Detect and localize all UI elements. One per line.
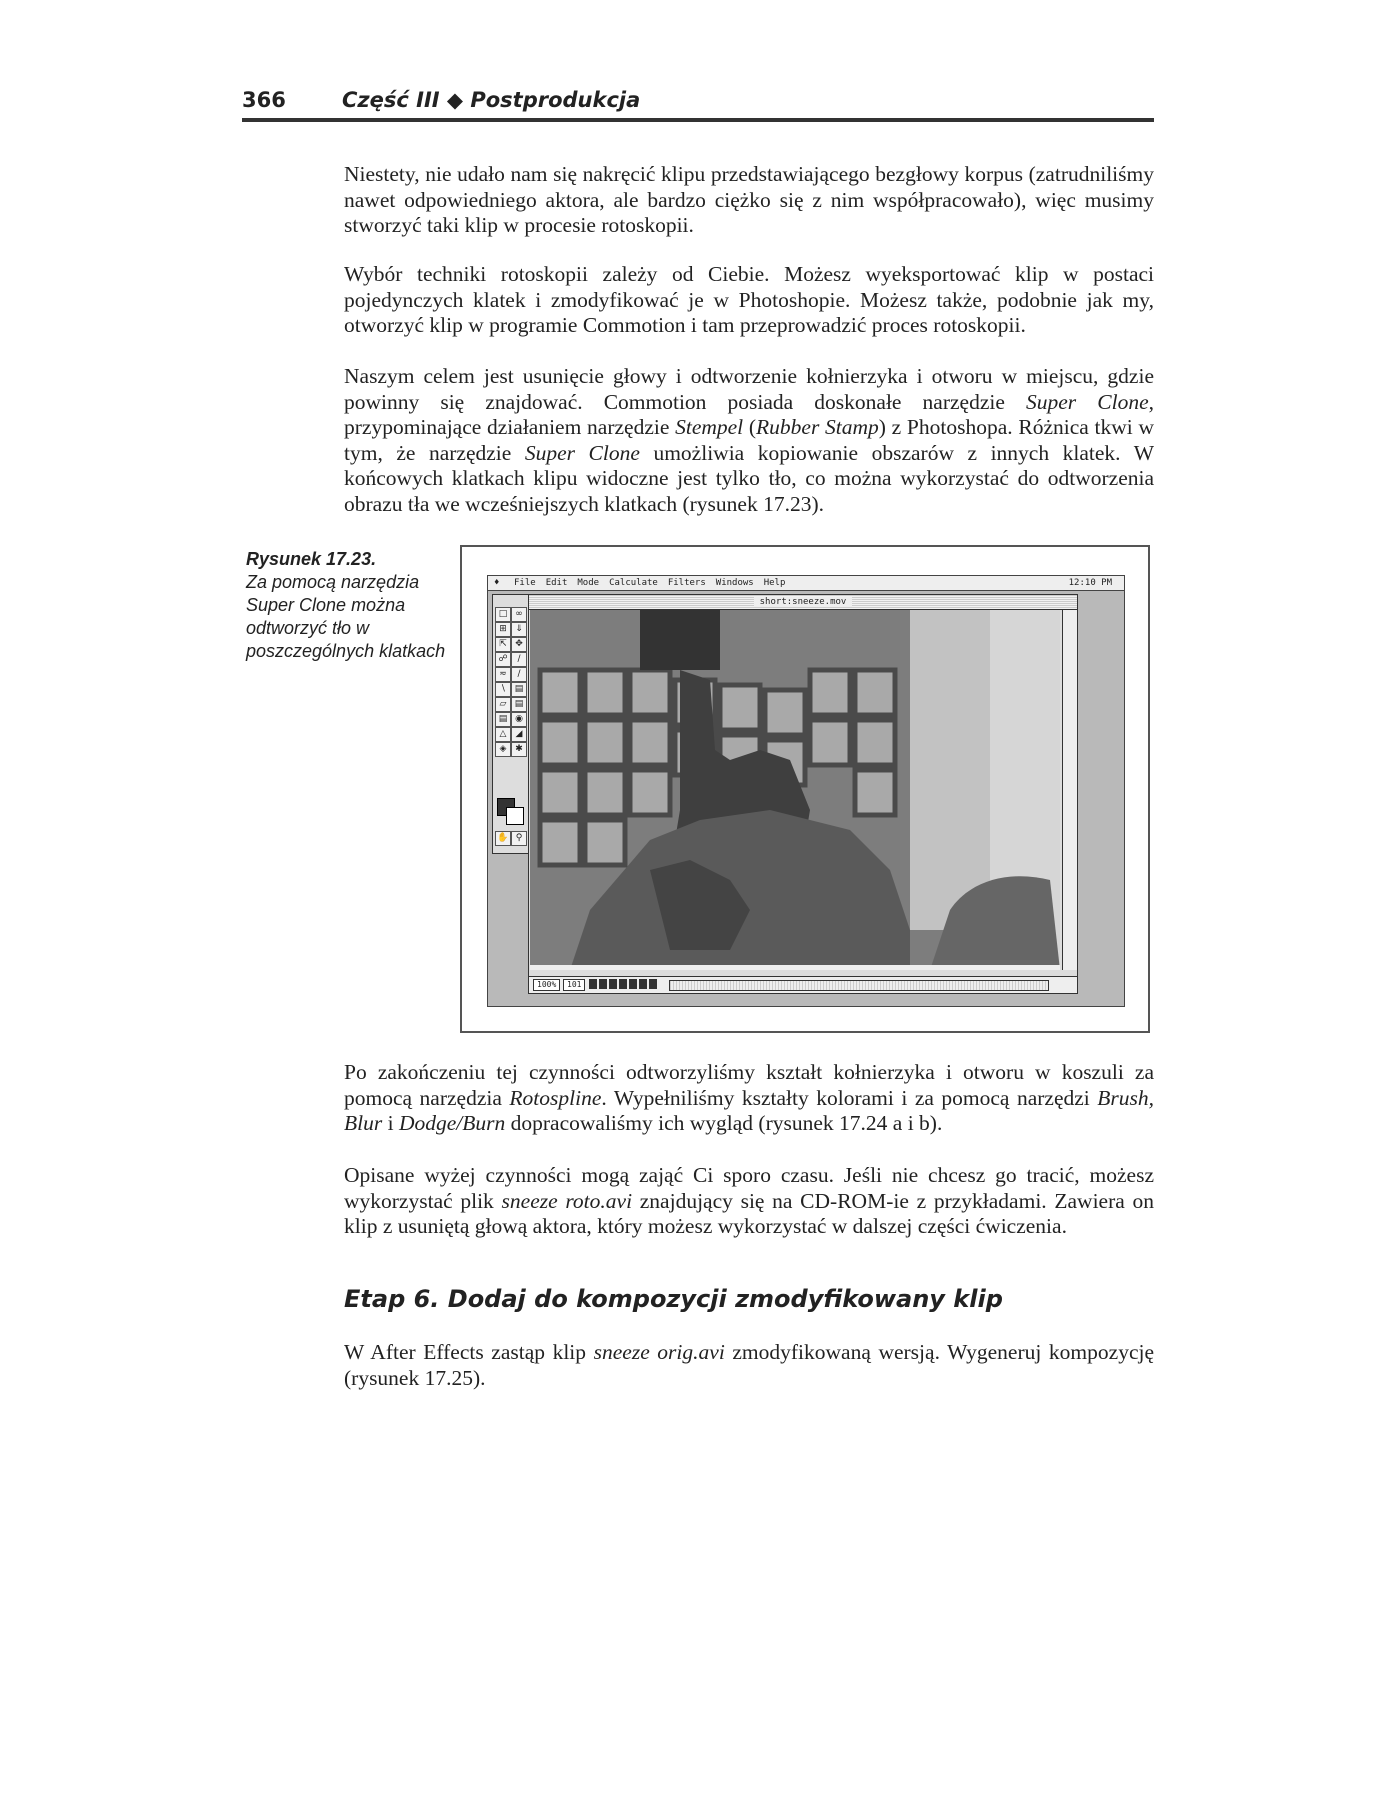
- italic-term: sneeze roto.avi: [501, 1188, 633, 1213]
- italic-term: Dodge/Burn: [398, 1111, 506, 1135]
- text-run: Naszym celem jest usunięcie głowy i odtworzenie kołnierzyka i otworu w miejscu, gdzie powinny się znajdować. Commotion posiada doskonałe narzędzie: [344, 364, 1154, 414]
- movie-window: [528, 594, 1078, 994]
- caption-label: Rysunek 17.23.: [246, 549, 377, 569]
- menu-windows[interactable]: Windows: [715, 578, 754, 588]
- text-run: znajdujący się na CD-ROM-ie z przykładami. Zawiera on klip z usuniętą głową aktora, który możesz wykorzystać w dalszej części ćwiczenia.: [344, 1188, 1155, 1238]
- text-run: dopracowaliśmy ich wygląd (rysunek 17.24 a i b).: [505, 1111, 943, 1135]
- crop-icon[interactable]: ⊞: [495, 622, 511, 637]
- pan-icon[interactable]: ✥: [511, 637, 527, 652]
- italic-term: Rotospline: [509, 1085, 602, 1110]
- airbrush-icon[interactable]: ∕: [511, 667, 527, 682]
- sharpen-icon[interactable]: ◢: [511, 727, 527, 742]
- running-title: Część III ◆ Postprodukcja: [342, 88, 641, 112]
- menu-list: [514, 576, 785, 590]
- paragraph-4: [344, 1060, 1154, 1137]
- text-run: . Wypełniliśmy kształty kolorami i za pomocą narzędzi: [601, 1085, 1098, 1110]
- eraser-icon[interactable]: ▱: [495, 697, 511, 712]
- paragraph-5: [344, 1163, 1154, 1240]
- italic-term: Brush, Blur: [344, 1085, 1155, 1135]
- figure-17-23: [460, 545, 1150, 1033]
- magic-wand-icon[interactable]: ✱: [511, 742, 527, 757]
- running-header: [242, 86, 1154, 122]
- blur-icon[interactable]: ▤: [511, 697, 527, 712]
- eyedropper-icon[interactable]: ⇓: [511, 622, 527, 637]
- paragraph-6: [344, 1340, 1154, 1391]
- marquee-icon[interactable]: □: [495, 607, 511, 622]
- italic-term: sneeze orig.avi: [593, 1340, 725, 1364]
- text-run: W After Effects zastąp klip: [344, 1340, 594, 1364]
- menu-mode[interactable]: Mode: [577, 578, 600, 588]
- text-run: Po zakończeniu tej czynności odtworzyliśmy kształt kołnierzyka i otworu w koszuli za pomocą narzędzia: [344, 1060, 1154, 1110]
- text-run: umożliwia kopiowanie obszarów z innych klatek. W końcowych klatkach klipu widoczne jest tylko tło, co można wykorzystać do odtworzenia obrazu tła we wcześniejszych klatkach (rysunek 17.23).: [344, 440, 1154, 516]
- italic-term: Super Clone: [524, 440, 640, 465]
- paragraph-2: Wybór techniki rotoskopii zależy od Ciebie. Możesz wyeksportować klip w postaci pojedynczych klatek i zmodyfikować je w Photoshopie. Możesz także, podobnie jak my, otworzyć klip w programie Commotion i tam przeprowadzić proces rotoskopii.: [344, 262, 1154, 337]
- paragraph-1: Niestety, nie udało nam się nakręcić klipu przedstawiającego bezgłowy korpus (zatrudniliśmy nawet odpowiedniego aktora, ale bardzo ciężko się z nim współpracowało), więc musimy stworzyć taki klip w procesie rotoskopii.: [344, 162, 1154, 237]
- zoom-icon[interactable]: ⚲: [511, 831, 527, 846]
- text-run: zmodyfikowaną wersją. Wygeneruj kompozycję (rysunek 17.25).: [344, 1340, 1155, 1390]
- caption-text: Za pomocą narzędzia Super Clone można odtworzyć tło w poszczególnych klatkach: [246, 572, 446, 661]
- supercone-icon[interactable]: ☍: [495, 652, 511, 667]
- figure-caption: [246, 548, 446, 663]
- window-title-bar[interactable]: [529, 595, 1077, 610]
- menu-calculate[interactable]: Calculate: [609, 578, 658, 588]
- brush-icon[interactable]: ≂: [495, 667, 511, 682]
- smudge-icon[interactable]: △: [495, 727, 511, 742]
- color-swatches[interactable]: [497, 798, 523, 824]
- playback-controls[interactable]: [589, 979, 659, 989]
- text-run: (: [743, 415, 757, 439]
- horizontal-scrollbar[interactable]: [669, 980, 1049, 991]
- line-icon[interactable]: ∖: [495, 682, 511, 697]
- italic-term: Super Clone: [1026, 389, 1149, 414]
- menu-help[interactable]: Help: [763, 578, 786, 588]
- move-icon[interactable]: ⇱: [495, 637, 511, 652]
- commotion-screenshot: [487, 575, 1125, 1007]
- text-run: , przypominające działaniem narzędzie: [344, 389, 1154, 439]
- vertical-scrollbar[interactable]: [1062, 610, 1077, 970]
- video-frame[interactable]: [530, 610, 1060, 970]
- dodge-icon[interactable]: ◉: [511, 712, 527, 727]
- frame-number[interactable]: 101: [563, 979, 585, 991]
- status-bar: [529, 976, 1077, 993]
- hand-icon[interactable]: ✋: [495, 831, 511, 846]
- page-number: 366: [242, 88, 286, 112]
- clock: 12:10 PM: [1068, 578, 1112, 588]
- text-run: ) z Photoshopa. Różnica tkwi w tym, że narzędzie: [344, 415, 1154, 465]
- window-title: short:sneeze.mov: [754, 597, 853, 607]
- pen-icon[interactable]: ∕: [511, 652, 527, 667]
- video-frame-image: [530, 610, 1060, 970]
- italic-term: Rubber Stamp: [756, 415, 879, 439]
- stamp-icon[interactable]: ▤: [495, 712, 511, 727]
- section-heading: Etap 6. Dodaj do kompozycji zmodyfikowany klip: [344, 1285, 1003, 1313]
- tools-bottom-row: [495, 831, 527, 846]
- background-color[interactable]: [506, 807, 524, 825]
- gradient-icon[interactable]: ▤: [511, 682, 527, 697]
- lasso-icon[interactable]: ∞: [511, 607, 527, 622]
- paragraph-3: [344, 364, 1154, 517]
- italic-term: Stempel: [675, 415, 744, 439]
- tools-palette: [492, 594, 530, 854]
- menu-filters[interactable]: Filters: [667, 578, 706, 588]
- text-run: Opisane wyżej czynności mogą zająć Ci sporo czasu. Jeśli nie chcesz go tracić, możesz wykorzystać plik: [344, 1163, 1154, 1213]
- menu-bar: [488, 576, 1124, 591]
- tools-grid: [495, 607, 527, 757]
- text-run: i: [382, 1111, 399, 1135]
- apple-icon: ♦: [494, 578, 500, 588]
- menu-edit[interactable]: Edit: [545, 578, 568, 588]
- menu-file[interactable]: File: [514, 578, 536, 588]
- zoom-level[interactable]: 100%: [533, 979, 560, 991]
- rotospline-icon[interactable]: ◈: [495, 742, 511, 757]
